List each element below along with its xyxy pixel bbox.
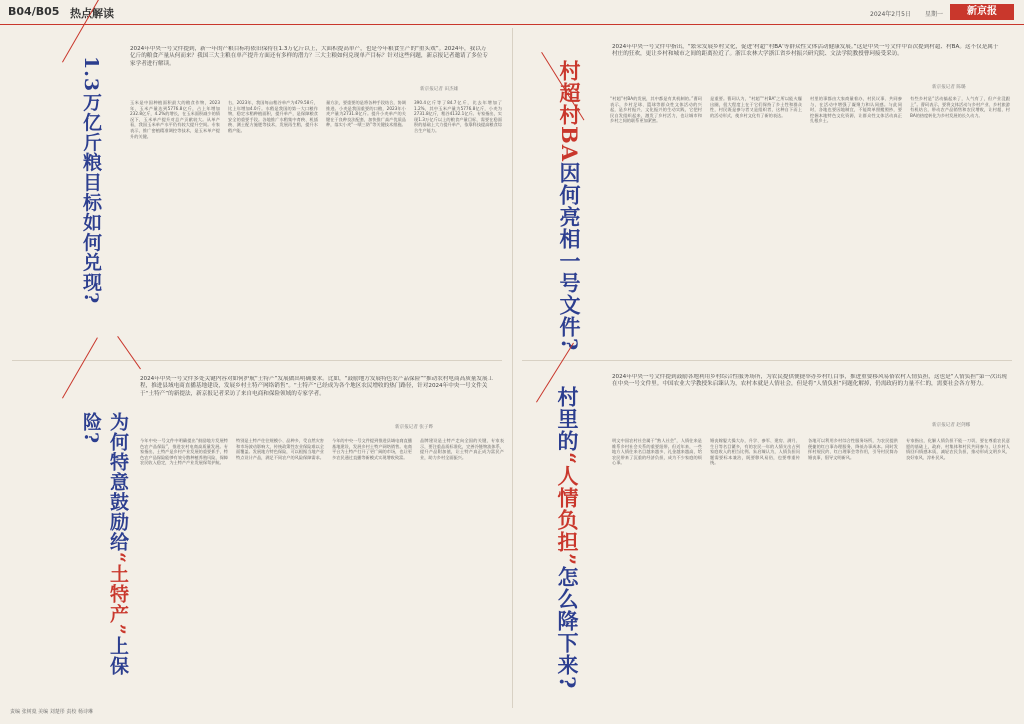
body-column: 特别是土特产往往规模小、品种多，受自然灾害和市场波动影响大，传统政策性农业保险难以全面覆盖。发展地方特色保险，可以根据当地产业特点设计产品，满足不同农户的风险保障需求。 bbox=[236, 438, 324, 460]
middle-divider-left bbox=[12, 360, 502, 361]
issue-weekday: 星期一 bbox=[925, 11, 944, 18]
article-favor-burden bbox=[512, 362, 1024, 702]
article-lead: 2024年中央一号文件提到鼓励各地利用乡村综合性服务场所，为农民提供便捷举办乡村红白事，推进重要移风易俗农村人情负担，这也是“人情负担”第一次出现在中央一号文件里。中国农业大学教授朱启臻认为，农村本就是人情社会，但是将“人情负担”问题化解掉，仍需政府的力量不仁的，需要社会各方努力。 bbox=[612, 374, 1007, 388]
article-lead: 2024年中央一号文件提到，新一年的产粮目标将依旧保持在1.3万亿斤以上，大面积提高单产，也是今年粮食生产的“重头戏”。2024年，我以万亿斤的粮食产量从何而来？我国三大主粮在单产提升方面还有多样的潜力？三大主粮如何兑现单产目标？针对这些问题，新京报记者邀请了多位专家学者进行解读。 bbox=[130, 46, 489, 67]
body-column: 各地可以利用乡村综合性服务场所，为农民提供便捷的红白事办理服务，降低办事成本。同时发挥村规民约、红白理事会等作用，引导村民简办婚丧事，倡导文明新风。 bbox=[808, 438, 898, 460]
body-column: 品牌建设是土特产走向全国的关键，专家表示，要注重品质标准化，完善冷链物流体系，提升产品附加值，让土特产真正成为富民产业，助力乡村全面振兴。 bbox=[420, 438, 504, 460]
article-title: 为何特意鼓励给“土特产”上保险? bbox=[80, 412, 129, 676]
article-village-sports bbox=[512, 26, 1024, 360]
body-column: 量方法，要重要的是将各种手段结合，协调推进。小麦是我国重要的口粮，2023年小麦产量为2731.8亿斤。提升小麦单产的关键在于良种良法配套，加快推广高产优质品种，落实小麦“一喷三防”等关键技术措施。 bbox=[326, 100, 406, 128]
article-byline: 新京报记者 赵剑娜 bbox=[932, 423, 971, 428]
article-local-specialty-insurance bbox=[0, 362, 512, 702]
middle-divider-right bbox=[522, 360, 1012, 361]
body-column: 右，2023年，我国每亩稻谷单产为479.58斤，比上年增加4.0斤。水稻是我国的第一大口粮作物，稳定水稻种植面积，提升单产，是保障粮食安全的重要手段。各地推广水稻集中育秧、机插秧、测土配方施肥等技术，发展再生稻，提升水稻产能。 bbox=[228, 100, 318, 133]
body-column: 是重要。曹珂认为，“村超”“村BA”之所以能火爆出圈，很大程度上在于它们保持了乡土性和群众性，村民既是参与者又是组织者，这种自下而上的活动形式，使乡村文化有了新的表达。 bbox=[710, 96, 802, 118]
footer-credits: 责编 张树燊 美编 刘楚彤 责校 杨诗琳 bbox=[10, 709, 93, 715]
body-column: 今年的中央一号文件提到推进县域电商直播基地建设，发展乡村土特产网络销售。电商平台为土特产打开了更广阔的市场，也让更多农民通过直播等新模式实现增收致富。 bbox=[332, 438, 412, 460]
issue-date: 2024年2月5日 bbox=[870, 11, 911, 18]
article-lead: 2024年中央一号文件中指出，“繁荣发展乡村文化，促进‘村超’‘村BA’等群众性文体活动健康发展。”这是中央一号文件中首次提到村超、村BA。这不仅是属于村庄的狂欢，更让乡村和城市之间的距离拉近了。浙江农林大学浙江省乡村振兴研究院、文法学院教授曹珂接受采访。 bbox=[612, 44, 999, 58]
body-column: 390.4亿斤等了84.7亿斤，比去年增加了1.2%，其中玉米产量为5776.8亿斤，小麦为2731.8亿斤，稻谷4132.1亿斤。专家指出，实现1.3万亿斤以上的粮食产量目标，需要在稳面积的基础上大力提升单产，依靠科技提高粮食综合生产能力。 bbox=[414, 100, 502, 133]
column-name: 热点解读 bbox=[70, 7, 114, 20]
body-column: 今年中央一号文件中明确提出“鼓励地方发展特色农产品保险”，推进农村电商高质量发展。专家指出，土特产是乡村产业发展的重要抓手，特色农产品保险能够有效分散种植养殖风险，保障农民收入稳定，为土特产产业发展保驾护航。 bbox=[140, 438, 228, 466]
article-grain-target bbox=[0, 26, 512, 360]
body-column: 有些乡村是“活动搞起来了，人气有了，但产业没跟上”。曹珂表示，要将文体活动与乡村产业、乡村旅游有机结合，带动农产品销售和农民增收，让村超、村BA的热度转化为乡村发展的长久动力。 bbox=[910, 96, 1010, 118]
article-title: 村超村BA因何亮相一号文件? bbox=[557, 60, 582, 352]
body-column: 玉米是中国种植面积最大的粮食作物，2023年，玉米产量达到5776.8亿斤，占上年增加232.8亿斤，4.2%的增长，在玉米面积减少的情况下，玉米单产提升对总产贡献较大。从单产看，我国玉米单产水平仍有较大提升空间。专家表示，推广密植精准调控等技术，是玉米单产提升的关键。 bbox=[130, 100, 220, 139]
body-column: “村超”村BA的发展，其中都是有其机制的。”曹珂表示，乡村足球、篮球等群众性文体活动的兴起，是乡村振兴、文化振兴的生动实践，它把村民自发组织起来，激发了乡村活力，也让城市和乡村之间的联系更加紧密。 bbox=[610, 96, 702, 124]
page-header bbox=[0, 0, 1024, 25]
body-column: 婚丧嫁娶大操大办，升学、参军、建房、满月、生日等名目繁多，有的农民一年的人情支出占到家庭收入的相当比例。朱启臻认为，人情负担问题需要标本兼治，既要移风易俗，也要尊重传统。 bbox=[710, 438, 800, 466]
body-column: 明文中国农村社会属于“熟人社会”，人情往来是维系乡村社会关系的重要纽带。但近年来，一些地方人情往来名目越来越多、礼金越来越高，给农民带来了沉重的经济负担，成为不少家庭的烦心事。 bbox=[612, 438, 702, 466]
article-lead: 2024年中央一号文件多处关键内容对如何护航“土特产”发展做出明确要求。比如，“鼓励地方发展特色农产品保险”“推动农村电商高质量发展工程，推进县域电商直播基地建设，发展乡村土特产网络销售”。“土特产”已经成为各个地区农民增收的热门路径，针对2024年中央一号文件关于“土特产”的新提法，新京报记者采访了来自电商和保险领域的专家学者。 bbox=[140, 376, 494, 397]
section-number: B04/B05 bbox=[8, 5, 60, 18]
article-byline: 新京报记者 张子晔 bbox=[395, 425, 434, 430]
article-byline: 新京报记者 田杰雄 bbox=[420, 87, 459, 92]
article-title: 1.3万亿斤粮目标如何兑现? bbox=[80, 56, 102, 305]
masthead-logo: 新京报 bbox=[950, 4, 1014, 20]
article-byline: 新京报记者 陈璐 bbox=[932, 85, 966, 90]
article-title: 村里的“人情负担”怎么降下来? bbox=[555, 386, 580, 690]
body-column: 村里的事都由大家商量着办，村民议事、共同参与，在活动中增强了凝聚力和认同感。与此同时，各地也要因地制宜，不能简单照搬照抄，要挖掘本地特色文化资源，让群众性文体活动真正扎根乡土。 bbox=[810, 96, 902, 124]
body-column: 专家指出，化解人情负担不能一刀切，要在尊重农民意愿的基础上，政府、村集体和村民共同参与，让乡村人情回归情感本质，减轻农民负担，推动形成文明乡风、良好家风、淳朴民风。 bbox=[906, 438, 1010, 460]
